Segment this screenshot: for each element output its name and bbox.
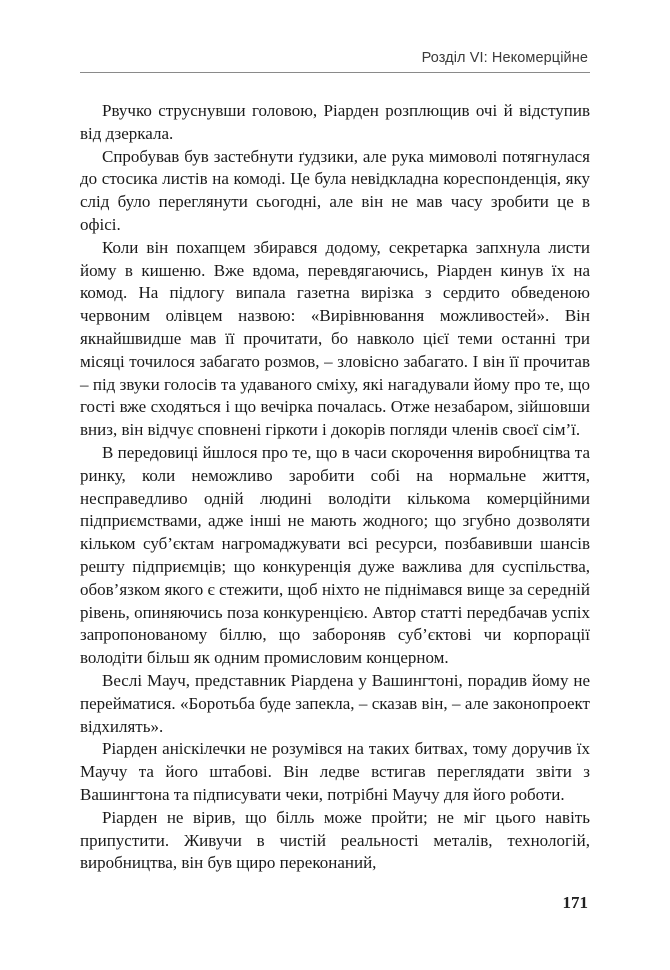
- paragraph: Рвучко струснувши головою, Ріарден розплющив очі й відступив від дзеркала.: [80, 101, 590, 143]
- paragraph: Веслі Мауч, представник Ріардена у Вашингтоні, порадив йому не перейматися. «Боротьба буде запекла, – сказав він, – але законопроект відхилять».: [80, 670, 590, 736]
- paragraph: Ріарден аніскілечки не розумівся на таких битвах, тому доручив їх Маучу та його штабові. Він ледве встигав переглядати звіти з Вашингтона та підписувати чеки, потрібні Маучу для його роботи.: [80, 739, 590, 804]
- paragraph: В передовиці йшлося про те, що в часи скорочення виробництва та ринку, коли неможливо заробити собі на нормальне життя, несправедливо одній людині володіти кількома комерційними підприємствами, адже інші не мають жодного; що згубно дозволяти кільком суб’єктам нагромаджувати всі ресурси, позбавивши шансів решту підприємців; що конкуренція дуже важлива для суспільства, обов’язком якого є стежити, щоб ніхто не піднімався вище за середній рівень, опиняючись поза конкуренцією. Автор статті передбачав успіх запропонованому біллю, що забороняв суб’єктові чи корпорації володіти більш як одним промисловим концерном.: [80, 442, 590, 668]
- paragraph: Коли він похапцем збирався додому, секретарка запхнула листи йому в кишеню. Вже вдома, перевдягаючись, Ріарден кинув їх на комод. На підлогу випала газетна вирізка з сердито обведеною червоним олівцем назвою: «Вирівнювання можливостей». Він якнайшвидше мав її прочитати, бо навколо цієї теми останні три місяці точилося забагато розмов, – зловісно забагато. І він її прочитав – під звуки голосів та удаваного сміху, які нагадували йому про те, що гості вже сходяться і що вечірка почалась. Отже незабаром, зійшовши вниз, він відчує сповнені гіркоти і докорів погляди членів своєї сім’ї.: [80, 237, 590, 440]
- paragraph: Спробував був застебнути ґудзики, але рука мимоволі потягнулася до стосика листів на комоді. Це була невідкладна кореспонденція, яку слід було переглянути сьогодні, але він не мав часу зробити це в офісі.: [80, 146, 590, 234]
- chapter-title: Розділ VI: Некомерційне: [421, 50, 588, 66]
- running-header: [80, 42, 590, 73]
- paragraph: Ріарден не вірив, що білль може пройти; не міг цього навіть припустити. Живучи в чистій реальності металів, технологій, виробництва, він був щиро переконаний,: [80, 807, 590, 873]
- page-number: 171: [562, 893, 588, 912]
- body-text: [80, 100, 590, 875]
